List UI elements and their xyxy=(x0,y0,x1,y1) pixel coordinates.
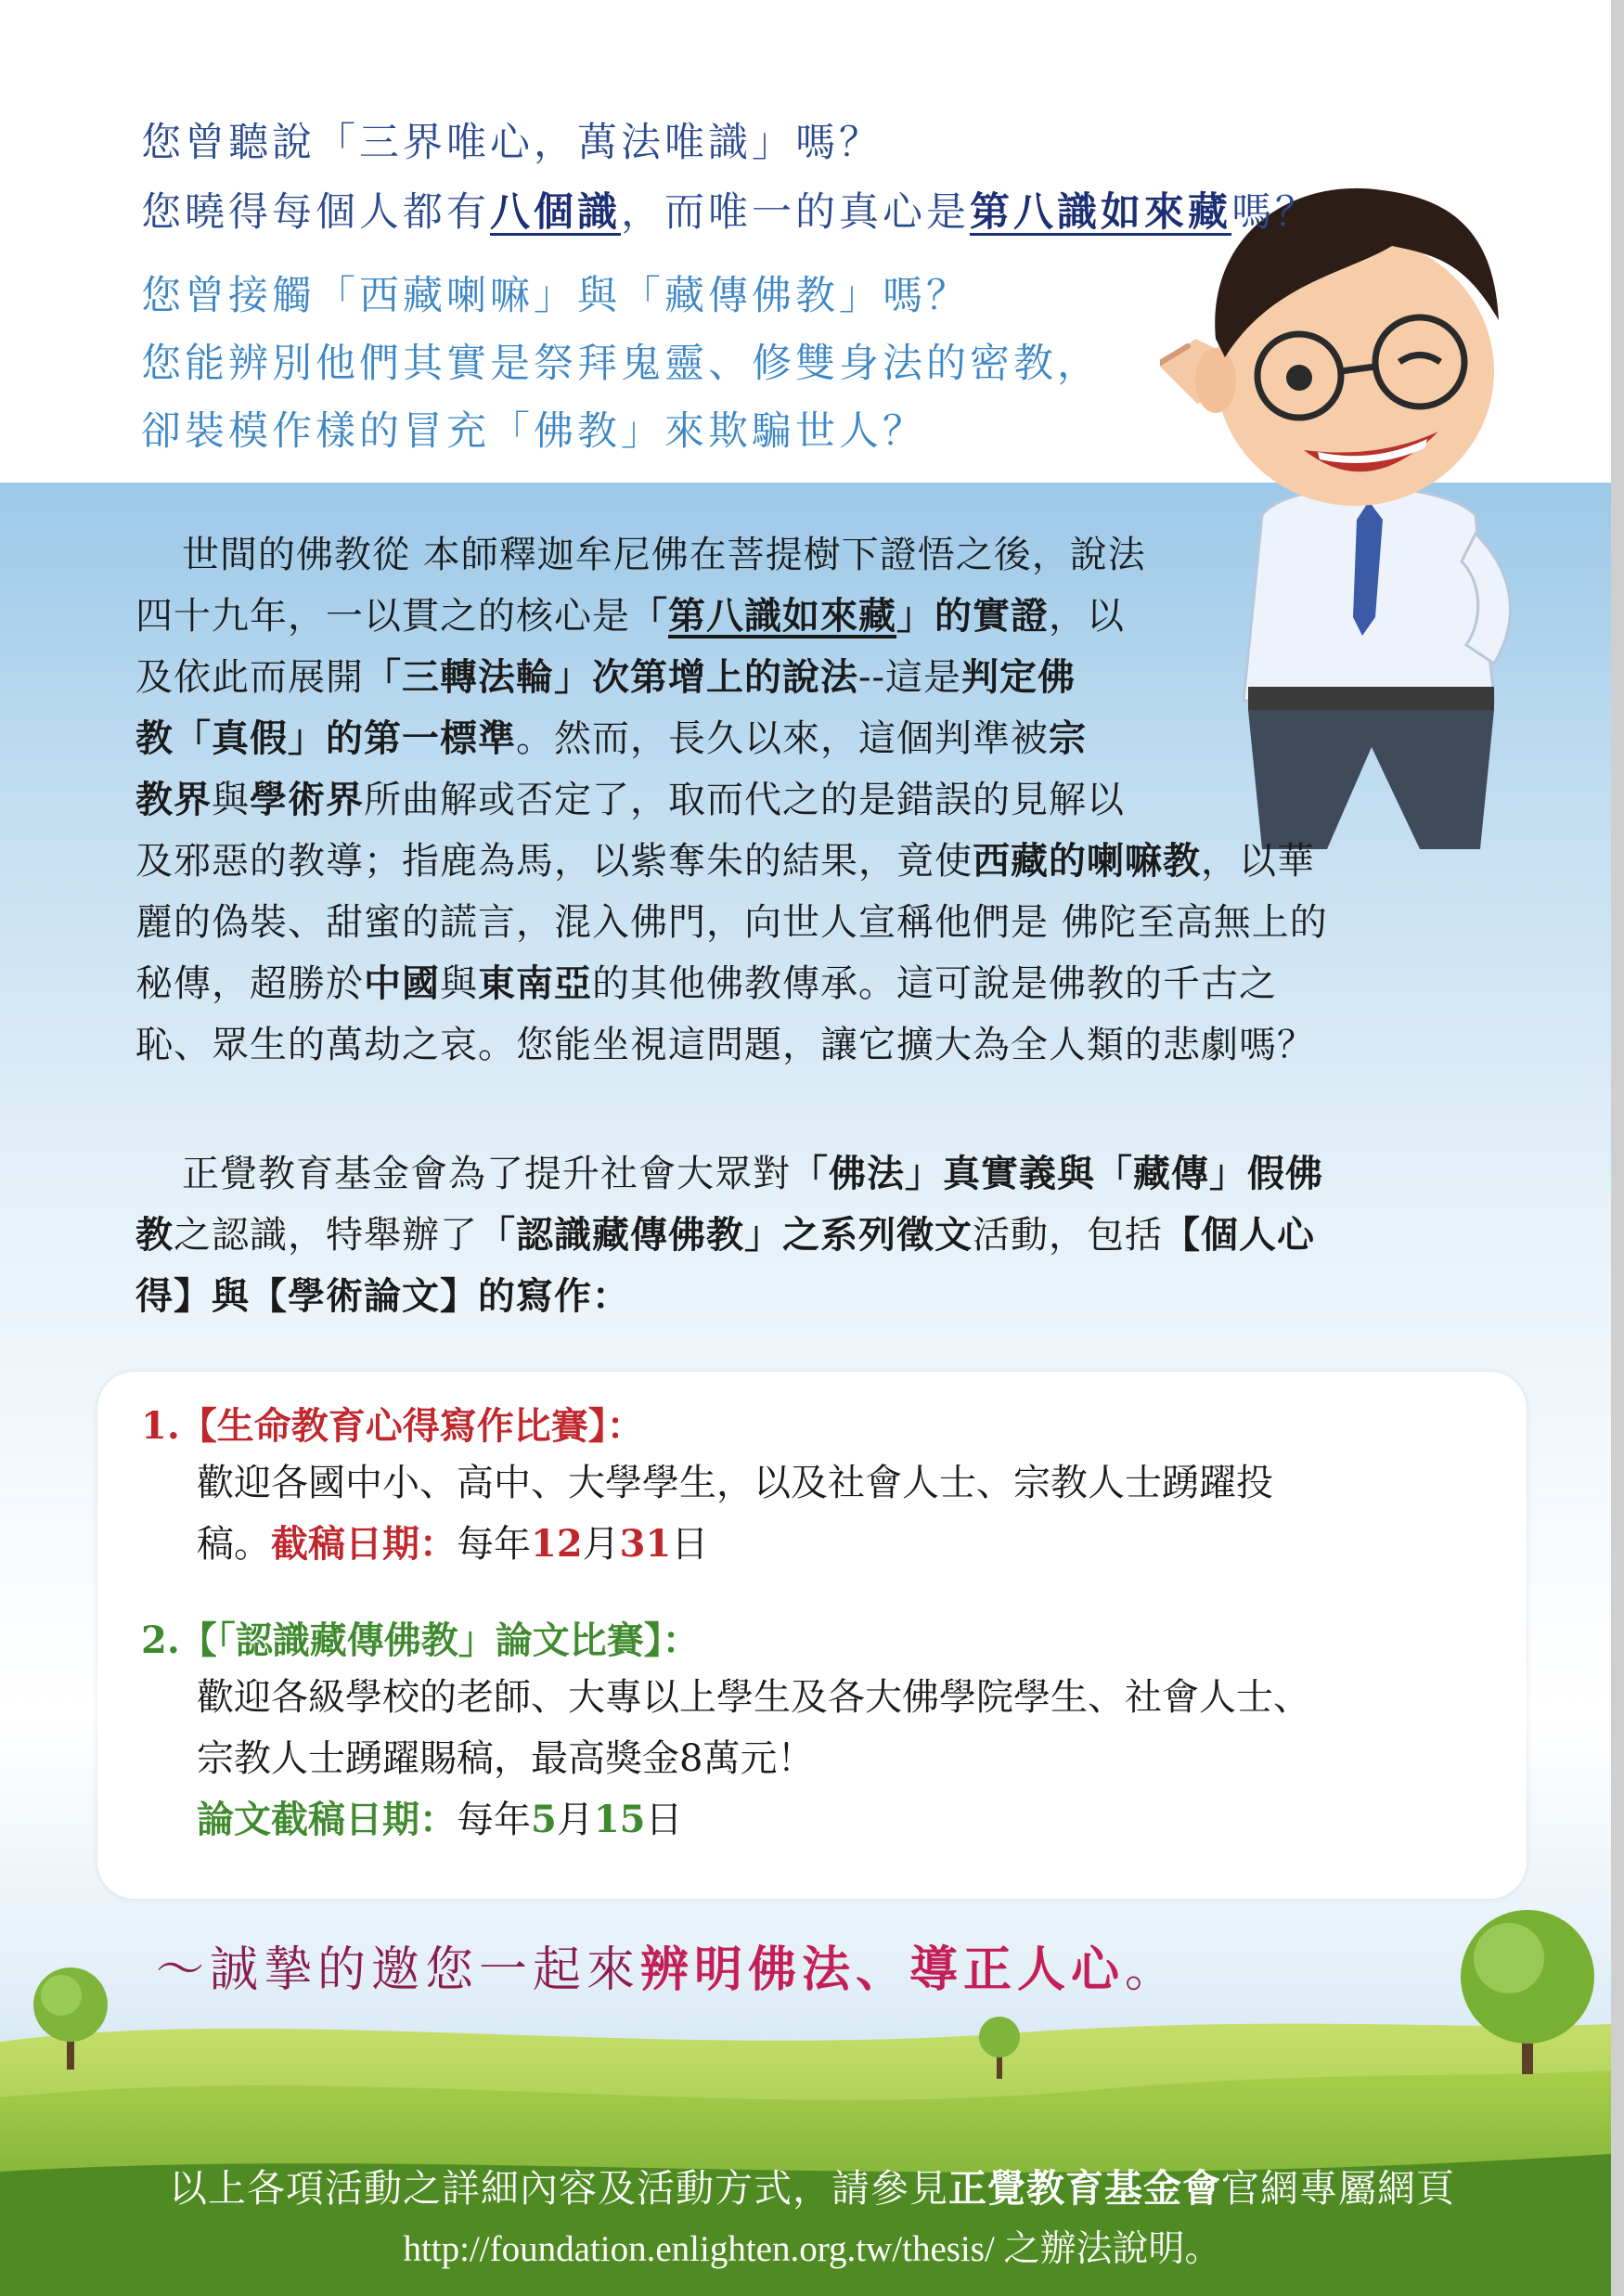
text: 四十九年，一以貫之的核心是 xyxy=(135,595,630,638)
text: 官網專屬網頁 xyxy=(1221,2166,1455,2211)
text: 正覺教育基金會為了提升社會大眾對 xyxy=(182,1153,791,1195)
emphasis-text: 中國 xyxy=(364,961,440,1005)
intro-text: 您曉得每個人都有 xyxy=(141,189,490,236)
closing-invitation xyxy=(156,1930,1179,2000)
text: 秘傳，超勝於 xyxy=(135,962,364,1005)
text: 活動，包括 xyxy=(973,1214,1163,1257)
emphasis-text: 【個人心 xyxy=(1163,1213,1315,1257)
text: 與 xyxy=(212,779,250,821)
p1-line-5 xyxy=(135,769,1509,831)
text: ～誠摯的邀您一起來 xyxy=(156,1942,641,1998)
text: 所曲解或否定了，取而代之的是錯誤的見解以 xyxy=(364,779,1125,821)
p1-line-1 xyxy=(135,524,1509,586)
emphasis-eighth-consciousness: 第八識如來藏 xyxy=(970,189,1231,236)
text: 日 xyxy=(645,1799,683,1841)
emphasis-text: 判定佛 xyxy=(961,655,1076,699)
text: ，以 xyxy=(1049,595,1125,638)
tree-middle-icon xyxy=(979,2017,1020,2079)
emphasis-text: 宗 xyxy=(1049,716,1087,760)
emphasis-text: 東南亞 xyxy=(478,961,592,1005)
intro-question-1: 您曾聽說「三界唯心，萬法唯識」嗎？ xyxy=(141,120,883,166)
p1-line-8 xyxy=(135,953,1509,1014)
contest-2-title: 2.【「認識藏傳佛教」論文比賽】： xyxy=(141,1619,700,1662)
text: --這是 xyxy=(858,656,962,699)
deadline-month: 12 xyxy=(531,1522,583,1566)
p2-line-3: 得】與【學術論文】的寫作： xyxy=(135,1274,630,1318)
text: 以上各項活動之詳細內容及活動方式，請參見 xyxy=(169,2166,948,2211)
footer-url[interactable]: http://foundation.enlighten.org.tw/thesis/ 之辦法說明。 xyxy=(403,2229,1221,2269)
deadline-day: 15 xyxy=(593,1798,646,1841)
text: 。 xyxy=(1125,1942,1179,1998)
intro-question-5: 卻裝模作樣的冒充「佛教」來欺騙世人？ xyxy=(141,408,926,455)
p2-line-2 xyxy=(135,1205,1509,1266)
text: 的其他佛教傳承。這可說是佛教的千古之 xyxy=(592,962,1277,1005)
deadline-day: 31 xyxy=(619,1522,672,1566)
contest-1-line-1: 歡迎各國中小、高中、大學學生，以及社會人士、宗教人士踴躍投 xyxy=(197,1462,1273,1504)
p1-line-4 xyxy=(135,708,1509,769)
main-paragraph-2 xyxy=(135,1143,1509,1327)
emphasis-eight-consciousness: 八個識 xyxy=(490,189,621,236)
intro-question-4: 您能辨別他們其實是祭拜鬼靈、修雙身法的密教， xyxy=(141,341,1101,387)
tree-left-icon xyxy=(33,1967,108,2070)
intro-question-3: 您曾接觸「西藏喇嘛」與「藏傳佛教」嗎？ xyxy=(141,273,970,319)
main-paragraph-1 xyxy=(135,524,1509,1076)
emphasis-text: 「認識藏傳佛教」之系列徵文 xyxy=(478,1213,973,1257)
text: 世間的佛教從 本師釋迦牟尼佛在菩提樹下證悟之後，說法 xyxy=(182,534,1146,576)
text: 及邪惡的教導；指鹿為馬，以紫奪朱的結果，竟使 xyxy=(135,840,973,883)
text: 月 xyxy=(556,1799,594,1841)
text: 月 xyxy=(582,1523,620,1566)
text: ，以華 xyxy=(1201,840,1315,883)
emphasis-text: 教界 xyxy=(135,778,212,821)
foundation-name: 正覺教育基金會 xyxy=(948,2166,1221,2211)
text: 。然而，長久以來，這個判準被 xyxy=(516,717,1049,760)
emphasis-text: 教 xyxy=(135,1213,174,1257)
text: 日 xyxy=(671,1523,709,1566)
emphasis-text: 「佛法」真實義與「藏傳」假佛 xyxy=(791,1152,1323,1195)
scan-edge xyxy=(1611,0,1624,2296)
contest-2-line-2: 宗教人士踴躍賜稿，最高獎金8萬元！ xyxy=(197,1737,815,1780)
footer-line-1 xyxy=(0,2158,1624,2212)
text: 與 xyxy=(440,962,478,1005)
emphasis-text: 西藏的喇嘛教 xyxy=(973,839,1201,883)
text: 稿。 xyxy=(197,1523,271,1566)
p1-line-7: 麗的偽裝、甜蜜的謊言，混入佛門，向世人宣稱他們是 佛陀至高無上的 xyxy=(135,901,1328,944)
text: 」的實證 xyxy=(896,594,1049,638)
text: 每年 xyxy=(457,1523,531,1566)
emphasis-text: 教「真假」的第一標準 xyxy=(135,716,516,760)
emphasis-text: 學術界 xyxy=(250,778,364,821)
intro-question-2 xyxy=(141,181,1319,238)
intro-text: 嗎？ xyxy=(1231,189,1319,236)
deadline-label: 論文截稿日期： xyxy=(197,1798,457,1841)
text: 及依此而展開 xyxy=(135,656,364,699)
contest-1-line-2 xyxy=(197,1514,708,1575)
contest-2-line-1: 歡迎各級學校的老師、大專以上學生及各大佛學院學生、社會人士、 xyxy=(197,1676,1310,1719)
text: 每年 xyxy=(457,1799,531,1841)
p2-line-1 xyxy=(135,1143,1509,1205)
emphasis-text: 第八識如來藏 xyxy=(668,594,896,638)
emphasis-text: 辨明佛法、導正人心 xyxy=(640,1941,1126,1998)
p1-line-9: 恥、眾生的萬劫之哀。您能坐視這問題，讓它擴大為全人類的悲劇嗎？ xyxy=(135,1024,1315,1066)
tree-right-icon xyxy=(1461,1910,1594,2074)
text: 之認識，特舉辦了 xyxy=(174,1214,478,1257)
p1-line-2 xyxy=(135,586,1509,647)
intro-text: ，而唯一的真心是 xyxy=(621,189,970,236)
p1-line-3 xyxy=(135,647,1509,708)
text: 「 xyxy=(630,594,668,638)
emphasis-text: 「三轉法輪」次第增上的說法 xyxy=(364,655,858,699)
deadline-month: 5 xyxy=(531,1798,557,1841)
contest-1-title: 1.【生命教育心得寫作比賽】： xyxy=(141,1404,644,1448)
p1-line-6 xyxy=(135,831,1509,892)
deadline-label: 截稿日期： xyxy=(271,1522,457,1566)
contest-2-line-3 xyxy=(197,1789,683,1851)
